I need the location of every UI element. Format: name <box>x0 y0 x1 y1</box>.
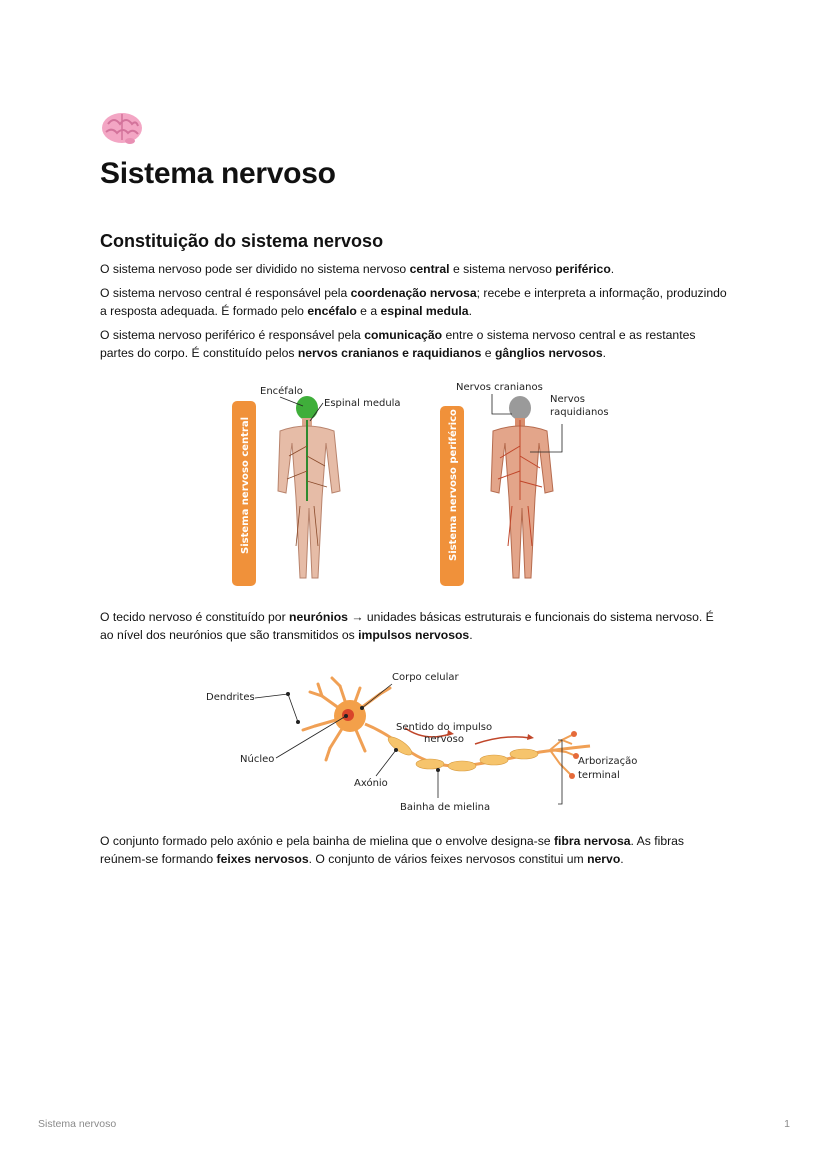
bold-term: fibra nervosa <box>553 834 631 848</box>
text-run: O sistema nervoso pode ser dividido no sistema nervoso <box>100 262 410 276</box>
text-run: O sistema nervoso central é responsável pela <box>100 286 351 300</box>
text-run: . <box>602 346 607 360</box>
bold-term: nervos cranianos e raquidianos <box>297 346 482 360</box>
bold-term: gânglios nervosos <box>494 346 603 360</box>
figure-nervous-system <box>100 376 730 598</box>
terminal-arborization <box>550 734 576 776</box>
neuron-nucleus <box>342 709 354 721</box>
paragraph-4 <box>100 608 730 644</box>
text-run: O tecido nervoso é constituído por <box>100 610 290 624</box>
text-run: e sistema nervoso <box>449 262 556 276</box>
text-run: . <box>610 262 615 276</box>
bold-term: nervo <box>587 852 621 866</box>
bold-term: feixes nervosos <box>216 852 309 866</box>
text-run: → unidades básicas estruturais e funcionais do sistema nervoso. É ao nível dos neurónios que são transmitidos os <box>100 610 714 642</box>
page-title: Sistema nervoso <box>100 157 336 190</box>
bold-term: periférico <box>555 262 611 276</box>
label-sentido-1: Sentido do impulso <box>396 722 493 733</box>
page-content <box>100 108 730 874</box>
bold-term: neurónios <box>289 610 348 624</box>
text-run: . As fibras reúnem-se formando <box>100 834 685 866</box>
label-sentido-2: nervoso <box>424 734 464 745</box>
label-arborizacao-2: terminal <box>578 770 620 781</box>
text-run: e <box>481 346 495 360</box>
banner-periferico-label: Sistema nervoso periférico <box>448 409 459 561</box>
label-dendrites: Dendrites <box>206 692 255 703</box>
text-run: . <box>469 628 473 642</box>
label-nervos-raquidianos-2: raquidianos <box>550 407 609 418</box>
footer-title: Sistema nervoso <box>38 1118 117 1130</box>
paragraph-3 <box>100 326 730 362</box>
bold-term: encéfalo <box>307 304 357 318</box>
body-figure-central <box>278 396 340 578</box>
body-figure-peripheral <box>491 396 553 578</box>
text-run: ; recebe e interpreta a informação, produzindo a resposta adequada. É formado pelo <box>100 286 727 318</box>
section-heading: Constituição do sistema nervoso <box>100 231 384 251</box>
bold-term: comunicação <box>364 328 443 342</box>
figure-neuron <box>100 658 730 818</box>
label-nervos-raquidianos-1: Nervos <box>550 394 585 405</box>
label-corpo-celular: Corpo celular <box>392 672 459 683</box>
paragraph-1 <box>100 260 730 278</box>
banner-central-label: Sistema nervoso central <box>240 416 251 554</box>
footer-page-number: 1 <box>784 1118 790 1130</box>
text-run: e a <box>356 304 381 318</box>
label-espinal-medula: Espinal medula <box>324 398 401 409</box>
label-axonio: Axónio <box>354 778 388 789</box>
text-run: O sistema nervoso periférico é responsável pela <box>100 328 365 342</box>
text-run: . <box>620 852 624 866</box>
paragraph-5 <box>100 832 730 868</box>
bold-term: espinal medula <box>380 304 469 318</box>
label-encefalo: Encéfalo <box>260 386 303 397</box>
text-run: . <box>468 304 472 318</box>
text-run: entre o sistema nervoso central e as restantes partes do corpo. É constituído pelos <box>100 328 696 360</box>
bold-term: coordenação nervosa <box>350 286 477 300</box>
label-nucleo: Núcleo <box>240 754 275 765</box>
label-nervos-cranianos: Nervos cranianos <box>456 382 543 393</box>
label-arborizacao-1: Arborização <box>578 756 638 767</box>
label-bainha-mielina: Bainha de mielina <box>400 802 491 813</box>
bold-term: impulsos nervosos <box>358 628 470 642</box>
text-run: . O conjunto de vários feixes nervosos constitui um <box>308 852 588 866</box>
text-run: O conjunto formado pelo axónio e pela bainha de mielina que o envolve designa-se <box>100 834 554 848</box>
brain-icon <box>100 108 144 146</box>
paragraph-2 <box>100 284 730 320</box>
bold-term: central <box>409 262 450 276</box>
